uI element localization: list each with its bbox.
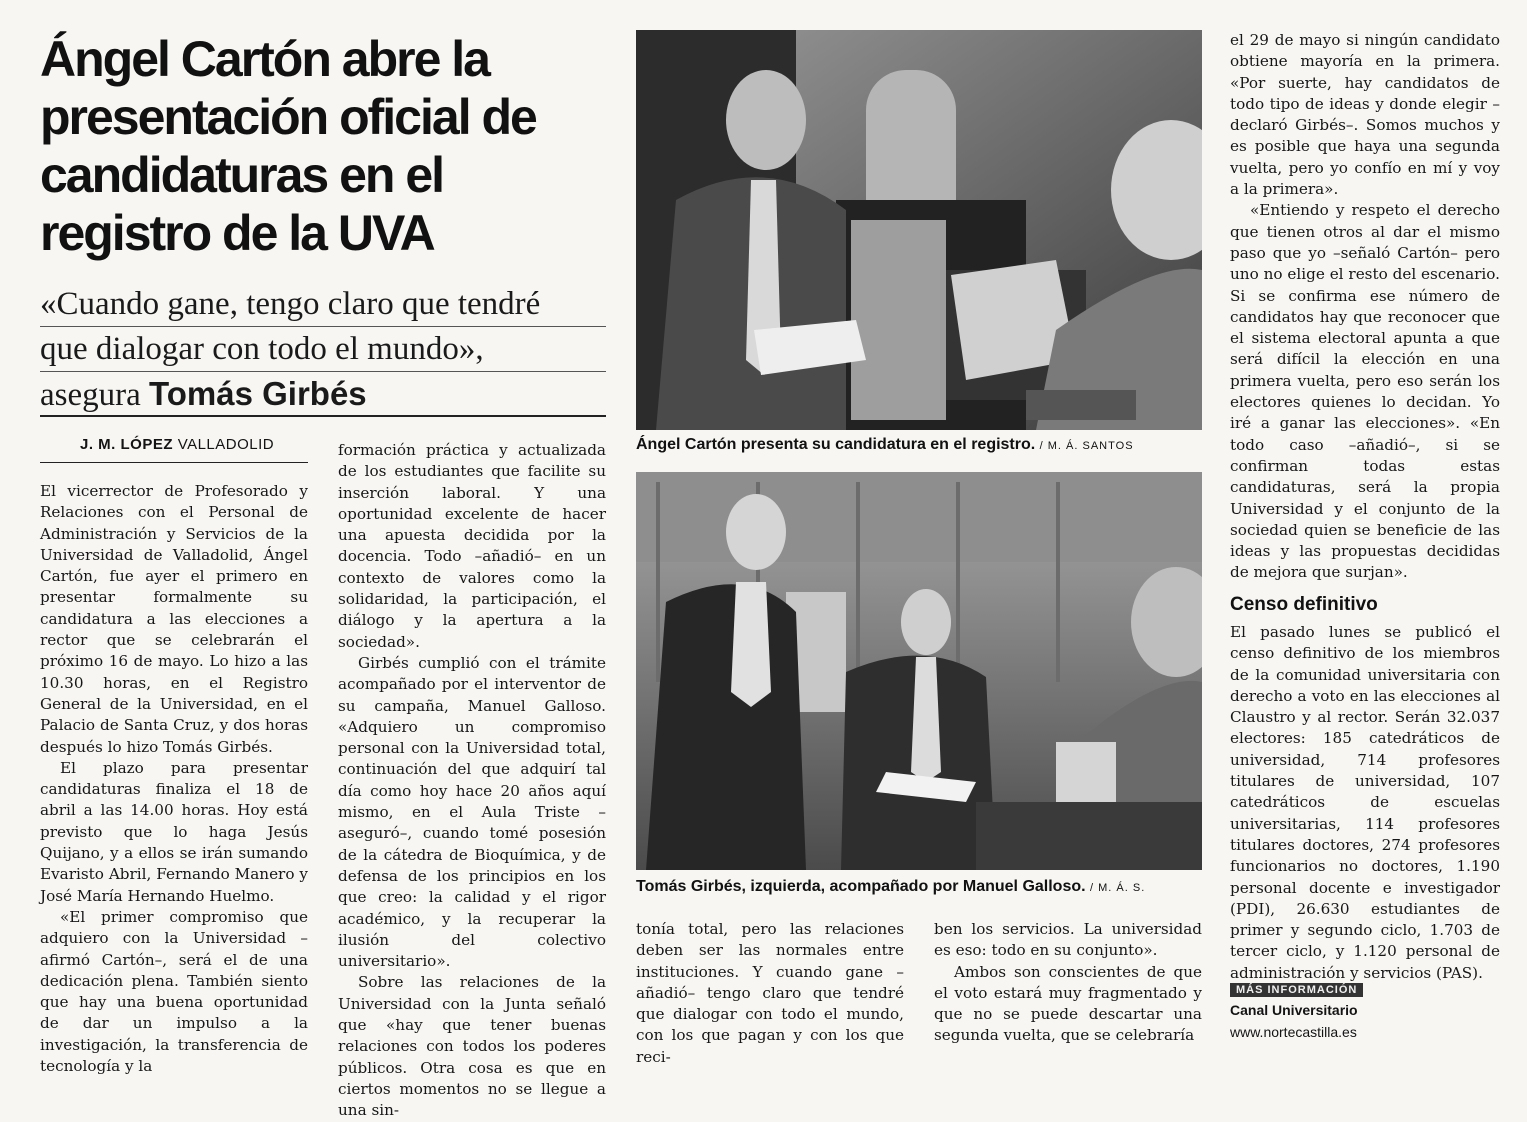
subheadline-name: Tomás Girbés	[149, 375, 367, 412]
more-info-box	[1230, 978, 1363, 997]
byline-author: J. M. LÓPEZ	[80, 436, 174, 453]
more-info-title: Canal Universitario	[1230, 1002, 1358, 1018]
byline-bottom-rule	[40, 462, 308, 463]
subheadline	[40, 282, 606, 417]
photo-angel-carton-image	[636, 30, 1202, 430]
photo-tomas-girbes	[636, 472, 1202, 870]
article-column-4	[934, 919, 1202, 1047]
paragraph: Sobre las relaciones de la Universidad con la Junta señaló que «hay que tener buenas relaciones con todos los poderes públicos. Otra cosa es que en ciertos momentos no se llegue a una sin-	[338, 973, 606, 1120]
photo-angel-carton-caption: Ángel Cartón presenta su candidatura en el registro. / M. Á. SANTOS	[636, 436, 1134, 453]
subheadline-line-1: «Cuando gane, tengo claro que tendré	[40, 282, 606, 327]
article-column-5-censo	[1230, 622, 1500, 984]
subheadline-line-2: que dialogar con todo el mundo»,	[40, 327, 606, 372]
article-column-3	[636, 919, 904, 1068]
photo-credit: / M. Á. SANTOS	[1039, 440, 1134, 452]
article-column-2	[338, 440, 606, 1122]
photo-credit: / M. Á. S.	[1090, 882, 1146, 894]
paragraph: Ambos son conscientes de que el voto estará muy fragmentado y que no se puede descartar una segunda vuelta, que se celebraría	[934, 962, 1202, 1045]
more-info-label: MÁS INFORMACIÓN	[1230, 983, 1363, 997]
photo-tomas-girbes-image	[636, 472, 1202, 870]
paragraph: formación práctica y actualizada de los estudiantes que facilite su inserción laboral. Y una oportunidad excelente de hacer una apuesta decidida por la docencia. Todo –añadió– en un contexto de valores como la solidaridad, la participación, el diálogo y la apertura a la sociedad».	[338, 441, 606, 651]
byline-top-rule	[40, 415, 606, 417]
photo-tomas-girbes-caption: Tomás Girbés, izquierda, acompañado por Manuel Galloso. / M. Á. S.	[636, 878, 1146, 895]
article-column-1	[40, 481, 308, 1077]
paragraph: tonía total, pero las relaciones deben ser las normales entre instituciones. Y cuando gane –añadió– tengo claro que tendré que dialogar con todo el mundo, con los que pagan y con los que reci-	[636, 920, 904, 1066]
headline: Ángel Cartón abre la presentación oficial de candidaturas en el registro de la UVA	[40, 31, 536, 261]
paragraph: El pasado lunes se publicó el censo definitivo de los miembros de la comunidad universitaria con derecho a voto en las elecciones al Claustro y al rector. Serán 32.037 electores: 185 catedráticos de universidad, 714 profesores titulares de universidad, 107 catedráticos de escuelas universitarias, 114 profesores titulares doctores, 274 profesores funcionarios no doctores, 1.190 personal docente e investigador (PDI), 26.630 estudiantes de primer y segundo ciclo, 1.703 de tercer ciclo, y 1.120 personal de administración y servicios (PAS).	[1230, 623, 1500, 982]
paragraph: El plazo para presentar candidaturas finaliza el 18 de abril a las 14.00 horas. Hoy está previsto que lo haga Jesús Quijano, y a ellos se irán sumando Evaristo Abril, Fernando Manero y José María Hernando Huelmo.	[40, 758, 308, 905]
paragraph: El vicerrector de Profesorado y Relaciones con el Personal de Administración y Servicios de la Universidad de Valladolid, Ángel Cartón, fue ayer el primero en presentar formalmente su candidatura a las elecciones a rector que se celebrarán el próximo 16 de mayo. Lo hizo a las 10.30 horas, en el Registro General de la Universidad, en el Palacio de Santa Cruz, y dos horas después lo hizo Tomás Girbés.	[40, 482, 308, 756]
paragraph: «El primer compromiso que adquiero con la Universidad –afirmó Cartón–, será el de una dedicación plena. También siento que hay una buena oportunidad de dar un impulso a la investigación, la transferencia de tecnología y la	[40, 907, 308, 1076]
subheadline-line-3: asegura Tomás Girbés	[40, 375, 367, 413]
section-heading-censo: Censo definitivo	[1230, 594, 1378, 615]
paragraph: Girbés cumplió con el trámite acompañado por el interventor de su campaña, Manuel Galloso. «Adquiero un compromiso personal con la Universidad total, continuación del que adquirí tal día como hoy hace 20 años aquí mismo, en el Aula Triste –aseguró–, cuando tomé posesión de la cátedra de Bioquímica, y de defensa de los principios en los que creo: la calidad y el rigor académico, y la recuperar la ilusión del colectivo universitario».	[338, 653, 606, 971]
paragraph: ben los servicios. La universidad es eso: todo en su conjunto».	[934, 920, 1202, 960]
photo-angel-carton	[636, 30, 1202, 430]
more-info-link[interactable]: www.nortecastilla.es	[1230, 1024, 1357, 1040]
byline-place: VALLADOLID	[177, 436, 275, 453]
article-column-5	[1230, 30, 1500, 584]
paragraph: «Entiendo y respeto el derecho que tienen otros al dar el mismo paso que yo –señaló Cartón– pero uno no elige el resto del escenario. Si se confirma ese número de candidatos hay que reconocer que el sistema electoral apunta a que será difícil la elección en una primera vuelta, pero eso serán los electores quienes lo decidan. Yo iré a ganar las elecciones». «En todo caso –añadió–, si se confirman todas estas candidaturas, será la propia Universidad y el conjunto de la sociedad quien se beneficie de las ideas y las propuestas decididas de mejora que surjan».	[1230, 201, 1500, 582]
paragraph: el 29 de mayo si ningún candidato obtiene mayoría en la primera. «Por suerte, hay candidatos de todo tipo de ideas y donde elegir –declaró Girbés–. Somos muchos y es posible que haya una segunda vuelta, pero yo confío en mí y voy a la primera».	[1230, 31, 1500, 199]
